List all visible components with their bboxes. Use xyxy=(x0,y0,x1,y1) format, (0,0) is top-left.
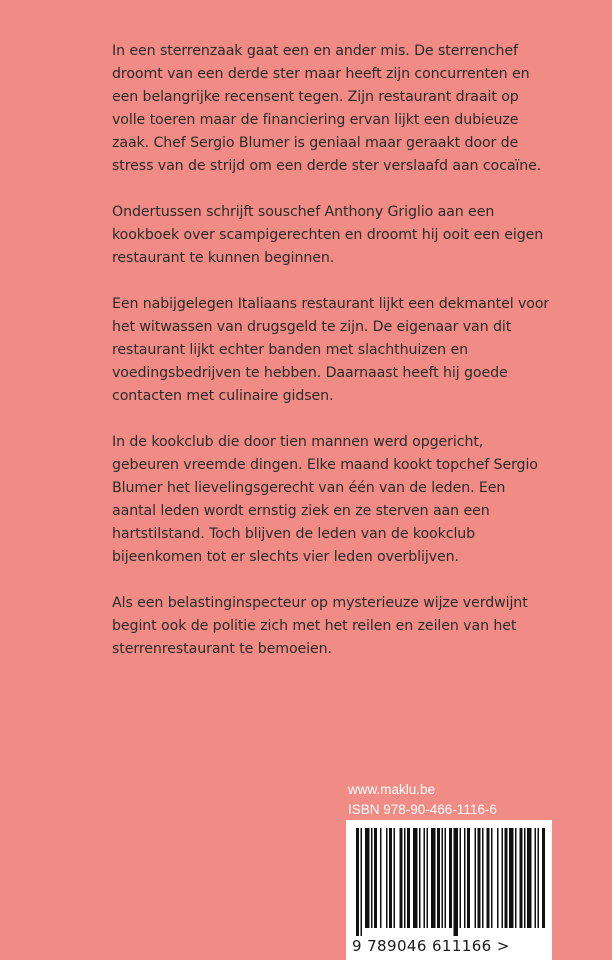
barcode-bar xyxy=(487,828,490,928)
barcode-bar xyxy=(445,828,447,928)
barcode-bar xyxy=(365,828,370,928)
barcode-bar xyxy=(535,828,537,928)
barcode-bar xyxy=(431,828,436,928)
barcode-bar xyxy=(413,828,418,928)
barcode-bar xyxy=(419,828,421,928)
blurb-paragraph-2: Ondertussen schrijft souschef Anthony Griglio aan een kookboek over scampigerechten en droomt hij ooit een eigen restaurant te kunnen beginnen. xyxy=(112,204,544,266)
barcode-bar xyxy=(497,828,499,928)
barcode-bar xyxy=(460,828,462,928)
barcode-bar xyxy=(467,828,470,928)
barcode-bar xyxy=(407,828,410,928)
barcode-bar xyxy=(478,828,481,928)
barcode-bar xyxy=(524,828,526,928)
barcode-bar xyxy=(515,828,517,928)
barcode-bar xyxy=(400,828,403,928)
barcode-bar xyxy=(361,828,363,936)
barcode-bar xyxy=(427,828,429,928)
isbn-barcode xyxy=(346,820,552,960)
blurb-paragraph-3: Een nabijgelegen Italiaans restaurant lijkt een dekmantel voor het witwassen van drugsgeld te zijn. De eigenaar van dit restaurant lijkt echter banden met slachthuizen en voedingsbedrijven te hebben. Daarnaast heeft hij goede contacten met culinaire gidsen. xyxy=(112,296,550,404)
barcode-bar xyxy=(505,828,508,928)
publisher-info xyxy=(348,780,497,820)
barcode-bar xyxy=(380,828,382,928)
barcode-bar xyxy=(502,828,504,928)
back-cover-blurb xyxy=(112,40,552,684)
barcode-bar xyxy=(437,828,440,928)
blurb-paragraph-4: In de kookclub die door tien mannen werd opgericht, gebeuren vreemde dingen. Elke maand kookt topchef Sergio Blumer het lievelingsgerecht van één van de leden. Een aantal leden wordt ernstig ziek en ze sterven aan een hartstilstand. Toch blijven de leden van de kookclub bijeenkomen tot er slechts vier leden overblijven. xyxy=(112,434,538,565)
publisher-website: www.maklu.be xyxy=(348,782,436,797)
barcode-bar xyxy=(371,828,373,928)
barcode-bar xyxy=(542,828,545,928)
blurb-paragraph-1: In een sterrenzaak gaat een en ander mis. De sterrenchef droomt van een derde ster maar heeft zijn concurrenten en een belangrijke recensent tegen. Zijn restaurant draait op volle toeren maar de financiering ervan lijkt een dubieuze zaak. Chef Sergio Blumer is geniaal maar geraakt door de stress van de strijd om een derde ster verslaafd aan cocaïne. xyxy=(112,43,542,174)
barcode-bar xyxy=(509,828,514,928)
barcode-bar xyxy=(538,828,540,928)
barcode-bar xyxy=(424,828,426,928)
barcode-bar xyxy=(386,828,388,928)
barcode-bar xyxy=(482,828,484,928)
barcode-bar xyxy=(520,828,523,928)
barcode-bar xyxy=(389,828,392,928)
barcode-bar xyxy=(442,828,444,928)
barcode-bar xyxy=(491,828,493,928)
barcode-bar xyxy=(454,828,459,936)
barcode-digits: 9 789046 611166 > xyxy=(352,937,510,955)
isbn-label: ISBN 978-90-466-1116-6 xyxy=(348,802,497,817)
barcode-bar xyxy=(356,828,359,936)
barcode-bar xyxy=(374,828,377,928)
barcode-bar xyxy=(449,828,452,928)
barcode-bar xyxy=(464,828,466,928)
barcode-bars xyxy=(346,820,552,940)
barcode-bar xyxy=(394,828,396,928)
barcode-bar xyxy=(527,828,532,928)
barcode-bar xyxy=(475,828,477,928)
blurb-paragraph-5: Als een belastinginspecteur op mysterieuze wijze verdwijnt begint ook de politie zich met het reilen en zeilen van het sterrenrestaurant te bemoeien. xyxy=(112,595,528,657)
barcode-bar xyxy=(404,828,406,928)
